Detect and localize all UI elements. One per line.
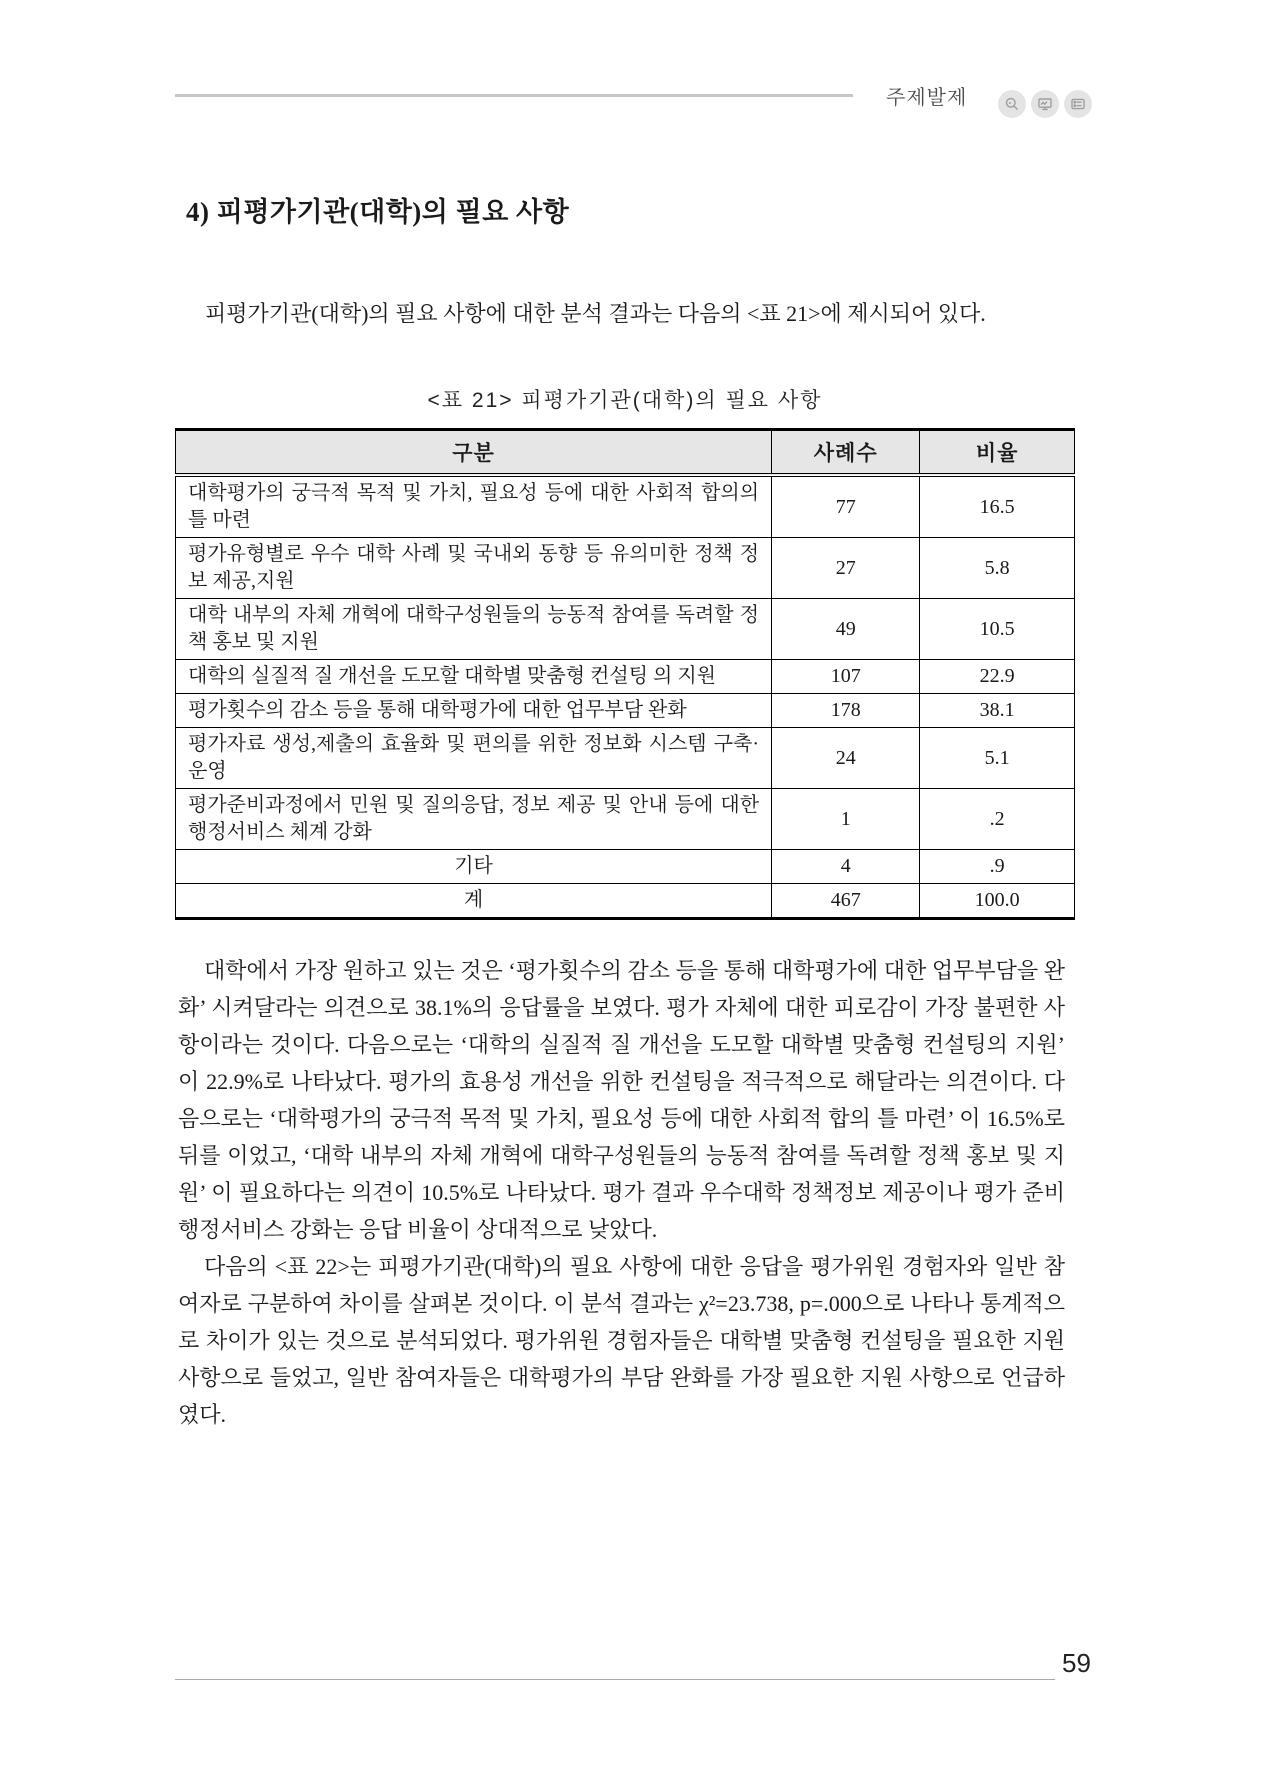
table-row xyxy=(176,694,1075,728)
row-count: 77 xyxy=(772,475,920,538)
row-label: 대학 내부의 자체 개혁에 대학구성원들의 능동적 참여를 독려할 정책 홍보 및 지원 xyxy=(176,599,772,660)
table-header-row xyxy=(176,430,1075,476)
screen-icon[interactable] xyxy=(1031,90,1059,118)
page-number: 59 xyxy=(1062,1648,1091,1678)
row-count: 24 xyxy=(772,728,920,789)
table-body xyxy=(176,475,1075,919)
row-percent: 38.1 xyxy=(920,694,1075,728)
paragraph: 대학에서 가장 원하고 있는 것은 ‘평가횟수의 감소 등을 통해 대학평가에 대한 업무부담을 완화’ 시켜달라는 의견으로 38.1%의 응답률을 보였다. 평가 자체에 대한 피로감이 가장 불편한 사항이라는 것이다. 다음으로는 ‘대학의 실질적 질 개선을 도모할 대학별 맞춤형 컨설팅의 지원’ 이 22.9%로 나타났다. 평가의 효용성 개선을 위한 컨설팅을 적극적으로 해달라는 의견이다. 다음으로는 ‘대학평가의 궁극적 목적 및 가치, 필요성 등에 대한 사회적 합의 틀 마련’ 이 16.5%로 뒤를 이었고, ‘대학 내부의 자체 개혁에 대학구성원들의 능동적 참여를 독려할 정책 홍보 및 지원’ 이 필요하다는 의견이 10.5%로 나타났다. 평가 결과 우수대학 정책정보 제공이나 평가 준비 행정서비스 강화는 응답 비율이 상대적으로 낮았다. xyxy=(178,958,1065,1242)
table-row xyxy=(176,884,1075,919)
table-row xyxy=(176,475,1075,538)
row-label: 평가준비과정에서 민원 및 질의응답, 정보 제공 및 안내 등에 대한 행정서비스 체계 강화 xyxy=(176,789,772,850)
row-label: 평가자료 생성,제출의 효율화 및 편의를 위한 정보화 시스템 구축·운영 xyxy=(176,728,772,789)
row-percent: 16.5 xyxy=(920,475,1075,538)
row-label: 기타 xyxy=(176,850,772,884)
viewer-toolbar xyxy=(998,90,1092,118)
zoom-search-icon[interactable] xyxy=(998,90,1026,118)
row-percent: 10.5 xyxy=(920,599,1075,660)
table-row xyxy=(176,728,1075,789)
row-count: 27 xyxy=(772,538,920,599)
row-label: 대학의 실질적 질 개선을 도모할 대학별 맞춤형 컨설팅 의 지원 xyxy=(176,660,772,694)
running-head: 주제발제 xyxy=(886,87,968,109)
row-label: 평가유형별로 우수 대학 사례 및 국내외 동향 등 유의미한 정책 정보 제공,지원 xyxy=(176,538,772,599)
col-header-count: 사례수 xyxy=(772,430,920,476)
row-count: 49 xyxy=(772,599,920,660)
table-row xyxy=(176,538,1075,599)
footer-divider xyxy=(175,1679,1055,1680)
row-percent: 22.9 xyxy=(920,660,1075,694)
paragraph: 다음의 <표 22>는 피평가기관(대학)의 필요 사항에 대한 응답을 평가위원 경험자와 일반 참여자로 구분하여 차이를 살펴본 것이다. 이 분석 결과는 χ²=23.738, p=.000으로 나타나 통계적으로 차이가 있는 것으로 분석되었다. 평가위원 경험자들은 대학별 맞춤형 컨설팅을 필요한 지원 사항으로 들었고, 일반 참여자들은 대학평가의 부담 완화를 가장 필요한 지원 사항으로 언급하였다. xyxy=(178,1254,1065,1427)
table-caption: <표 21> 피평가기관(대학)의 필요 사항 xyxy=(427,389,823,412)
row-percent: 5.1 xyxy=(920,728,1075,789)
col-header-category: 구분 xyxy=(176,430,772,476)
body-paragraphs xyxy=(178,952,1065,1433)
row-label: 대학평가의 궁극적 목적 및 가치, 필요성 등에 대한 사회적 합의의 틀 마련 xyxy=(176,475,772,538)
row-percent: .9 xyxy=(920,850,1075,884)
row-label: 계 xyxy=(176,884,772,919)
row-count: 178 xyxy=(772,694,920,728)
table-row xyxy=(176,599,1075,660)
row-percent: 5.8 xyxy=(920,538,1075,599)
table-row xyxy=(176,789,1075,850)
table-row xyxy=(176,660,1075,694)
row-percent: 100.0 xyxy=(920,884,1075,919)
table-row xyxy=(176,850,1075,884)
section-heading: 4) 피평가기관(대학)의 필요 사항 xyxy=(186,197,570,227)
row-percent: .2 xyxy=(920,789,1075,850)
intro-paragraph: 피평가기관(대학)의 필요 사항에 대한 분석 결과는 다음의 <표 21>에 제시되어 있다. xyxy=(205,301,986,326)
row-count: 1 xyxy=(772,789,920,850)
row-count: 4 xyxy=(772,850,920,884)
list-icon[interactable] xyxy=(1064,90,1092,118)
row-count: 107 xyxy=(772,660,920,694)
survey-table xyxy=(175,428,1075,920)
row-count: 467 xyxy=(772,884,920,919)
header-divider xyxy=(175,94,853,97)
col-header-percent: 비율 xyxy=(920,430,1075,476)
row-label: 평가횟수의 감소 등을 통해 대학평가에 대한 업무부담 완화 xyxy=(176,694,772,728)
